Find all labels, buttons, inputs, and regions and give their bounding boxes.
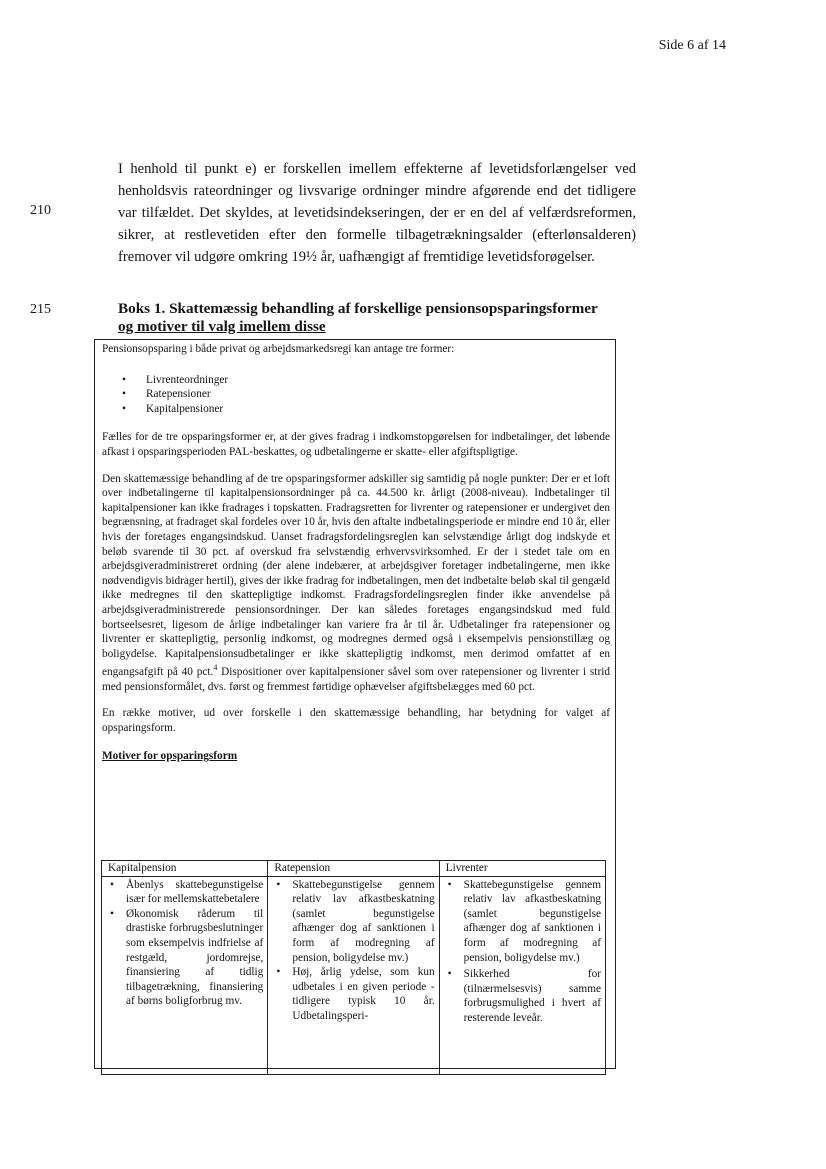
box-title-line1: Boks 1. Skattemæssig behandling af forskellige pensionsopsparingsformer — [118, 300, 598, 317]
box-intro: Pensionsopsparing i både privat og arbejdsmarkedsregi kan antage tre former: — [102, 343, 455, 355]
box-title-line2: og motiver til valg imellem disse — [118, 317, 326, 335]
bullet-icon: • — [122, 402, 126, 415]
box-content — [102, 342, 610, 764]
line-number-210: 210 — [30, 203, 51, 218]
list-item: • Åbenlys skattebegunstigelse især for mellemskattebetalere — [110, 878, 264, 906]
list-item: • Kapitalpensioner — [122, 402, 224, 415]
bullet-icon: • — [276, 966, 281, 979]
page-number: Side 6 af 14 — [658, 38, 726, 53]
list-item: • Ratepensioner — [122, 388, 211, 401]
header-livrenter: Livrenter — [439, 861, 605, 877]
list-item: • Skattebegunstigelse gennem relativ lav afkastbeskatning (samlet begunstigelse afhænger dog af sanktionen i form af modregning af pension, boligydelse mv.) — [447, 878, 601, 964]
info-box — [94, 339, 616, 1069]
header-ratepension: Ratepension — [268, 861, 439, 877]
cell-kapitalpension — [102, 876, 268, 1074]
box-paragraph-2: Den skattemæssige behandling af de tre opsparingsformer adskiller sig samtidig på nogle punkter: Der er et loft over indbetalingerne til kapitalpensionsordninger på ca. 44.500 kr. årligt (2008-niveau). Indbetalinger til kapitalpensioner kan ikke fradrages i topskatten. Fradragsretten for livrenter og ratepensioner er undergivet den begrænsning, at fradraget skal fordeles over 10 år, hvis den aftalte indbetalingsperiode er mindre end 10 år, eller hvis der foretages engangsindskud. Uanset fradragsfordelingsreglen kan selvstændige årligt dog indskyde et beløb svarende til 30 pct. af overskud fra selvstændig erhvervsvirksomhed. Er der i stedet tale om en arbejdsgiveradministreret ordning (der alene indebærer, at arbejdsgiver foretager indbetalingerne, men ikke nødvendigvis bidrager hertil), gives der ikke fradrag for indbetalingen, men det indbetalte beløb skal til gengæld ikke medregnes til den skattepligtige indkomst. Fradragsfordelingsreglen finder ikke anvendelse på arbejdsgiveradministrerede pensionsordninger. Der kan således foretages engangsindskud med fuld bortseelsesret, ligesom de årlige indbetalinger kan variere fra år til år. Udbetalinger fra ratepensioner og livrenter er skattepligtig, personlig indkomst, og modregnes dermed også i eksempelvis pensionstillæg og boligydelse. Kapitalpensionsudbetalinger er ikke skattepligtig indkomst, men derimod omfattet af en engangsafgift på 40 pct.$^4$ Dispositioner over kapitalpensioner såvel som over ratepensioner og livrenter i strid med pensionsformålet, dvs. først og fremmest førtidige ophævelser afgiftsbelægges med 60 pct. — [102, 472, 610, 693]
motives-table — [101, 860, 606, 1075]
body-paragraph: I henhold til punkt e) er forskellen imellem effekterne af levetidsforlængelser ved henholdsvis rateordninger og livsvarige ordninger mindre afgørende end det tidligere var tilfældet. Det skyldes, at levetidsindekseringen, der er en del af velfærdsreformen, sikrer, at restlevetiden efter den formelle tilbagetrækningsalder (efterlønsalderen) fremover vil udgøre omkring 19½ år, uafhængigt af fremtidige levetidsforøgelser. — [118, 161, 636, 266]
bullet-icon: • — [122, 388, 126, 401]
bullet-icon: • — [122, 373, 126, 386]
box-title — [118, 300, 638, 335]
bullet-icon: • — [276, 878, 281, 891]
bullet-icon: • — [447, 878, 452, 891]
list-item: • Skattebegunstigelse gennem relativ lav afkastbeskatning (samlet begunstigelse afhænger dog af sanktionen i form af modregning af pension, boligydelse mv.) — [276, 878, 435, 964]
bullet-icon: • — [110, 878, 114, 891]
list-item: • Livrenteordninger — [122, 373, 229, 386]
list-item: • Høj, årlig ydelse, som kun udbetales i en given periode - tidligere typisk 10 år. Udbetalingsperi- — [276, 966, 435, 1022]
cell-livrenter — [439, 876, 605, 1074]
list-item: • Sikkerhed for (tilnærmelsesvis) samme forbrugsmulighed i hvert af resterende leveår. — [447, 968, 601, 1024]
cell-ratepension — [268, 876, 439, 1074]
list-item: • Økonomisk råderum til drastiske forbrugsbeslutninger som eksempelvis indfrielse af restgæld, jordomrejse, finansiering af tidlig tilbagetrækning, finansiering af børns boligforbrug mv. — [110, 907, 264, 1008]
footnote-marker: 4 — [213, 663, 218, 673]
header-kapitalpension: Kapitalpension — [102, 861, 268, 877]
table-header-row — [102, 861, 606, 877]
bullet-icon: • — [110, 907, 114, 920]
motiver-title: Motiver for opsparingsform — [102, 750, 238, 763]
line-number-215: 215 — [30, 302, 51, 317]
bullet-icon: • — [447, 968, 452, 981]
box-paragraph-1: Fælles for de tre opsparingsformer er, at der gives fradrag i indkomstopgørelsen for indbetalinger, det løbende afkast i opsparingsperioden PAL-beskattes, og udbetalingerne er skatte- eller afgiftspligtige. — [102, 431, 610, 458]
forms-list — [102, 373, 610, 417]
box-paragraph-3: En række motiver, ud over forskelle i den skattemæssige behandling, har betydning for valget af opsparingsform. — [102, 707, 610, 734]
table-row — [102, 876, 606, 1074]
